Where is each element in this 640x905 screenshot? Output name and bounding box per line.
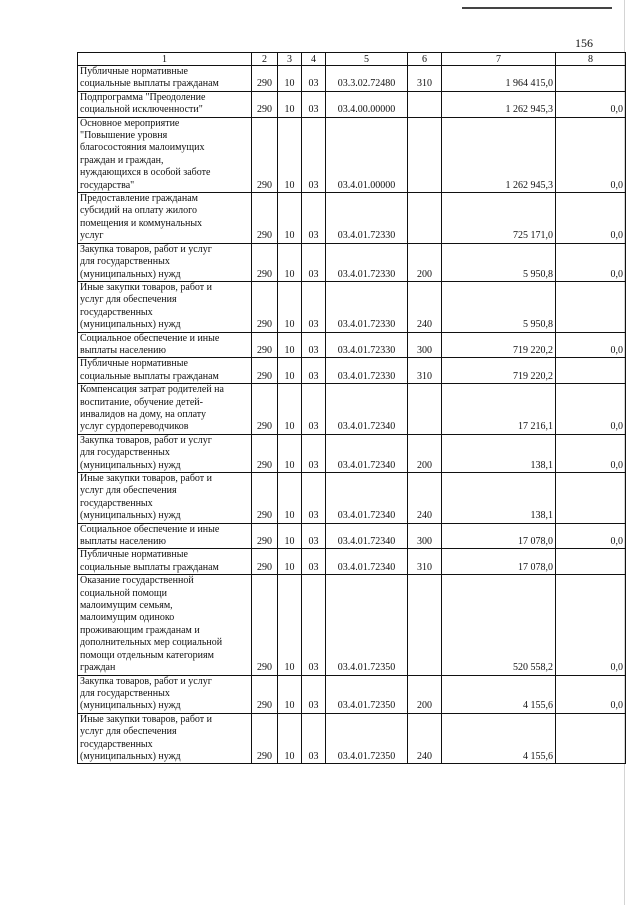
amount-cell: 1 262 945,3: [442, 91, 556, 117]
extra-amount-cell: [556, 713, 626, 764]
row-name-cell: [78, 713, 252, 764]
ppp-code-cell: 290: [252, 332, 278, 358]
row-name-line: дополнительных мер социальной: [80, 637, 223, 649]
row-name-line: Публичные нормативные: [80, 549, 188, 561]
row-name-cell: [78, 281, 252, 332]
expense-type-cell: 310: [408, 549, 442, 575]
table-row: [78, 117, 626, 192]
target-article-cell: 03.4.01.72340: [326, 473, 408, 524]
row-name-cell: [78, 117, 252, 192]
expense-type-cell: 300: [408, 523, 442, 549]
target-article-cell: 03.4.01.72330: [326, 332, 408, 358]
row-name-line: услуг для обеспечения: [80, 485, 177, 497]
row-name-line: Закупка товаров, работ и услуг: [80, 675, 212, 687]
subsection-code-cell: 03: [302, 332, 326, 358]
section-code-cell: 10: [278, 66, 302, 92]
ppp-code-cell: 290: [252, 713, 278, 764]
ppp-code-cell: 290: [252, 523, 278, 549]
ppp-code-cell: 290: [252, 575, 278, 675]
subsection-code-cell: 03: [302, 549, 326, 575]
amount-cell: 1 262 945,3: [442, 117, 556, 192]
ppp-code-cell: 290: [252, 117, 278, 192]
extra-amount-cell: 0,0: [556, 332, 626, 358]
expense-type-cell: 310: [408, 358, 442, 384]
amount-cell: 17 078,0: [442, 523, 556, 549]
row-name-line: Социальное обеспечение и иные: [80, 332, 220, 344]
header-row: [78, 53, 626, 66]
target-article-cell: 03.4.01.72330: [326, 358, 408, 384]
row-name-line: Публичные нормативные: [80, 358, 188, 370]
row-name-line: социальные выплаты гражданам: [80, 78, 219, 90]
section-code-cell: 10: [278, 193, 302, 244]
extra-amount-cell: 0,0: [556, 193, 626, 244]
table-row: [78, 281, 626, 332]
subsection-code-cell: 03: [302, 713, 326, 764]
row-name-line: Социальное обеспечение и иные: [80, 523, 220, 535]
extra-amount-cell: 0,0: [556, 523, 626, 549]
row-name-line: выплаты населению: [80, 344, 166, 356]
amount-cell: 4 155,6: [442, 675, 556, 713]
amount-cell: 17 078,0: [442, 549, 556, 575]
row-name-line: для государственных: [80, 447, 170, 459]
extra-amount-cell: 0,0: [556, 243, 626, 281]
row-name-cell: [78, 193, 252, 244]
row-name-line: услуг сурдопереводчиков: [80, 421, 189, 433]
amount-cell: 719 220,2: [442, 358, 556, 384]
section-code-cell: 10: [278, 523, 302, 549]
row-name-line: помещения и коммунальных: [80, 217, 203, 229]
row-name-line: Компенсация затрат родителей на: [80, 384, 224, 396]
row-name-line: (муниципальных) нужд: [80, 459, 181, 471]
section-code-cell: 10: [278, 575, 302, 675]
table-row: [78, 713, 626, 764]
extra-amount-cell: [556, 473, 626, 524]
extra-amount-cell: 0,0: [556, 384, 626, 435]
row-name-line: малоимущим семьям,: [80, 600, 173, 612]
row-name-line: граждан: [80, 662, 116, 674]
ppp-code-cell: 290: [252, 281, 278, 332]
header-cell-6: 6: [408, 53, 442, 66]
row-name-line: воспитание, обучение детей-: [80, 396, 203, 408]
row-name-line: Иные закупки товаров, работ и: [80, 473, 213, 484]
row-name-line: (муниципальных) нужд: [80, 750, 181, 762]
row-name-line: Иные закупки товаров, работ и: [80, 281, 213, 293]
target-article-cell: 03.4.00.00000: [326, 91, 408, 117]
subsection-code-cell: 03: [302, 473, 326, 524]
row-name-cell: [78, 549, 252, 575]
header-cell-3: 3: [278, 53, 302, 66]
header-cell-7: 7: [442, 53, 556, 66]
row-name-line: инвалидов на дому, на оплату: [80, 408, 207, 420]
target-article-cell: 03.4.01.72340: [326, 523, 408, 549]
row-name-cell: [78, 575, 252, 675]
row-name-cell: [78, 384, 252, 435]
amount-cell: 17 216,1: [442, 384, 556, 435]
expense-type-cell: 200: [408, 434, 442, 472]
row-name-line: (муниципальных) нужд: [80, 319, 181, 331]
ppp-code-cell: 290: [252, 66, 278, 92]
extra-amount-cell: 0,0: [556, 575, 626, 675]
ppp-code-cell: 290: [252, 434, 278, 472]
header-cell-4: 4: [302, 53, 326, 66]
ppp-code-cell: 290: [252, 193, 278, 244]
extra-amount-cell: 0,0: [556, 91, 626, 117]
row-name-line: для государственных: [80, 687, 170, 699]
table-row: [78, 243, 626, 281]
subsection-code-cell: 03: [302, 434, 326, 472]
row-name-line: услуг для обеспечения: [80, 726, 177, 738]
expense-type-cell: 240: [408, 281, 442, 332]
amount-cell: 138,1: [442, 473, 556, 524]
top-rule: [462, 7, 612, 9]
ppp-code-cell: 290: [252, 384, 278, 435]
section-code-cell: 10: [278, 473, 302, 524]
row-name-line: "Повышение уровня: [80, 130, 168, 142]
expense-type-cell: [408, 575, 442, 675]
expense-type-cell: [408, 91, 442, 117]
row-name-line: государственных: [80, 497, 153, 509]
subsection-code-cell: 03: [302, 91, 326, 117]
table-row: [78, 675, 626, 713]
row-name-line: (муниципальных) нужд: [80, 510, 181, 522]
target-article-cell: 03.4.01.72350: [326, 575, 408, 675]
extra-amount-cell: 0,0: [556, 675, 626, 713]
row-name-cell: [78, 332, 252, 358]
subsection-code-cell: 03: [302, 523, 326, 549]
subsection-code-cell: 03: [302, 384, 326, 435]
row-name-line: государственных: [80, 738, 153, 750]
row-name-line: нуждающихся в особой заботе: [80, 167, 211, 179]
header-cell-5: 5: [326, 53, 408, 66]
row-name-line: Закупка товаров, работ и услуг: [80, 243, 212, 255]
row-name-line: Подпрограмма "Преодоление: [80, 91, 206, 103]
row-name-cell: [78, 434, 252, 472]
row-name-cell: [78, 473, 252, 524]
row-name-cell: [78, 243, 252, 281]
row-name-line: услуг: [80, 230, 104, 242]
subsection-code-cell: 03: [302, 281, 326, 332]
ppp-code-cell: 290: [252, 473, 278, 524]
target-article-cell: 03.4.01.72350: [326, 675, 408, 713]
expense-type-cell: 240: [408, 713, 442, 764]
row-name-line: Предоставление гражданам: [80, 193, 198, 205]
row-name-line: Закупка товаров, работ и услуг: [80, 434, 212, 446]
table-row: [78, 549, 626, 575]
amount-cell: 520 558,2: [442, 575, 556, 675]
expense-type-cell: 310: [408, 66, 442, 92]
row-name-line: Основное мероприятие: [80, 117, 180, 129]
header-cell-8: 8: [556, 53, 626, 66]
row-name-line: услуг для обеспечения: [80, 294, 177, 306]
ppp-code-cell: 290: [252, 243, 278, 281]
target-article-cell: 03.4.01.72330: [326, 243, 408, 281]
row-name-line: государственных: [80, 306, 153, 318]
ppp-code-cell: 290: [252, 358, 278, 384]
extra-amount-cell: [556, 549, 626, 575]
amount-cell: 719 220,2: [442, 332, 556, 358]
row-name-line: помощи отдельным категориям: [80, 649, 214, 661]
row-name-line: Оказание государственной: [80, 575, 194, 587]
table-row: [78, 384, 626, 435]
expense-type-cell: 200: [408, 675, 442, 713]
expense-type-cell: [408, 117, 442, 192]
amount-cell: 138,1: [442, 434, 556, 472]
row-name-line: социальной помощи: [80, 587, 167, 599]
table-row: [78, 358, 626, 384]
extra-amount-cell: [556, 66, 626, 92]
target-article-cell: 03.3.02.72480: [326, 66, 408, 92]
section-code-cell: 10: [278, 243, 302, 281]
target-article-cell: 03.4.01.72340: [326, 434, 408, 472]
extra-amount-cell: 0,0: [556, 117, 626, 192]
table-row: [78, 473, 626, 524]
target-article-cell: 03.4.01.00000: [326, 117, 408, 192]
row-name-line: Иные закупки товаров, работ и: [80, 713, 213, 725]
subsection-code-cell: 03: [302, 66, 326, 92]
section-code-cell: 10: [278, 91, 302, 117]
page-number: 156: [575, 36, 593, 50]
table-row: [78, 523, 626, 549]
header-cell-2: 2: [252, 53, 278, 66]
subsection-code-cell: 03: [302, 675, 326, 713]
subsection-code-cell: 03: [302, 243, 326, 281]
section-code-cell: 10: [278, 549, 302, 575]
section-code-cell: 10: [278, 384, 302, 435]
section-code-cell: 10: [278, 281, 302, 332]
ppp-code-cell: 290: [252, 91, 278, 117]
extra-amount-cell: [556, 358, 626, 384]
row-name-line: социальные выплаты гражданам: [80, 370, 219, 382]
section-code-cell: 10: [278, 713, 302, 764]
table-row: [78, 332, 626, 358]
expense-type-cell: 240: [408, 473, 442, 524]
table-row: [78, 434, 626, 472]
row-name-cell: [78, 523, 252, 549]
table-row: [78, 193, 626, 244]
subsection-code-cell: 03: [302, 575, 326, 675]
section-code-cell: 10: [278, 434, 302, 472]
budget-table: [77, 52, 626, 764]
section-code-cell: 10: [278, 358, 302, 384]
row-name-line: для государственных: [80, 256, 170, 268]
amount-cell: 1 964 415,0: [442, 66, 556, 92]
section-code-cell: 10: [278, 117, 302, 192]
target-article-cell: 03.4.01.72340: [326, 384, 408, 435]
subsection-code-cell: 03: [302, 193, 326, 244]
header-cell-1: 1: [78, 53, 252, 66]
target-article-cell: 03.4.01.72330: [326, 193, 408, 244]
row-name-line: проживающим гражданам и: [80, 624, 200, 636]
expense-type-cell: [408, 384, 442, 435]
table-row: [78, 91, 626, 117]
expense-type-cell: 200: [408, 243, 442, 281]
extra-amount-cell: 0,0: [556, 434, 626, 472]
subsection-code-cell: 03: [302, 117, 326, 192]
row-name-line: Публичные нормативные: [80, 66, 188, 77]
table-row: [78, 575, 626, 675]
row-name-line: (муниципальных) нужд: [80, 268, 181, 280]
row-name-cell: [78, 66, 252, 92]
row-name-line: субсидий на оплату жилого: [80, 205, 197, 217]
row-name-line: социальные выплаты гражданам: [80, 561, 219, 573]
amount-cell: 725 171,0: [442, 193, 556, 244]
row-name-line: государства": [80, 179, 135, 191]
target-article-cell: 03.4.01.72330: [326, 281, 408, 332]
section-code-cell: 10: [278, 675, 302, 713]
section-code-cell: 10: [278, 332, 302, 358]
expense-type-cell: [408, 193, 442, 244]
target-article-cell: 03.4.01.72340: [326, 549, 408, 575]
row-name-cell: [78, 675, 252, 713]
ppp-code-cell: 290: [252, 549, 278, 575]
ppp-code-cell: 290: [252, 675, 278, 713]
table-row: [78, 66, 626, 92]
row-name-cell: [78, 358, 252, 384]
row-name-line: граждан и граждан,: [80, 154, 164, 166]
row-name-line: малоимущим одиноко: [80, 612, 175, 624]
row-name-line: социальной исключенности": [80, 104, 203, 116]
row-name-cell: [78, 91, 252, 117]
expense-type-cell: 300: [408, 332, 442, 358]
amount-cell: 5 950,8: [442, 243, 556, 281]
row-name-line: (муниципальных) нужд: [80, 700, 181, 712]
amount-cell: 5 950,8: [442, 281, 556, 332]
subsection-code-cell: 03: [302, 358, 326, 384]
row-name-line: выплаты населению: [80, 536, 166, 548]
amount-cell: 4 155,6: [442, 713, 556, 764]
target-article-cell: 03.4.01.72350: [326, 713, 408, 764]
extra-amount-cell: [556, 281, 626, 332]
row-name-line: благосостояния малоимущих: [80, 142, 205, 154]
